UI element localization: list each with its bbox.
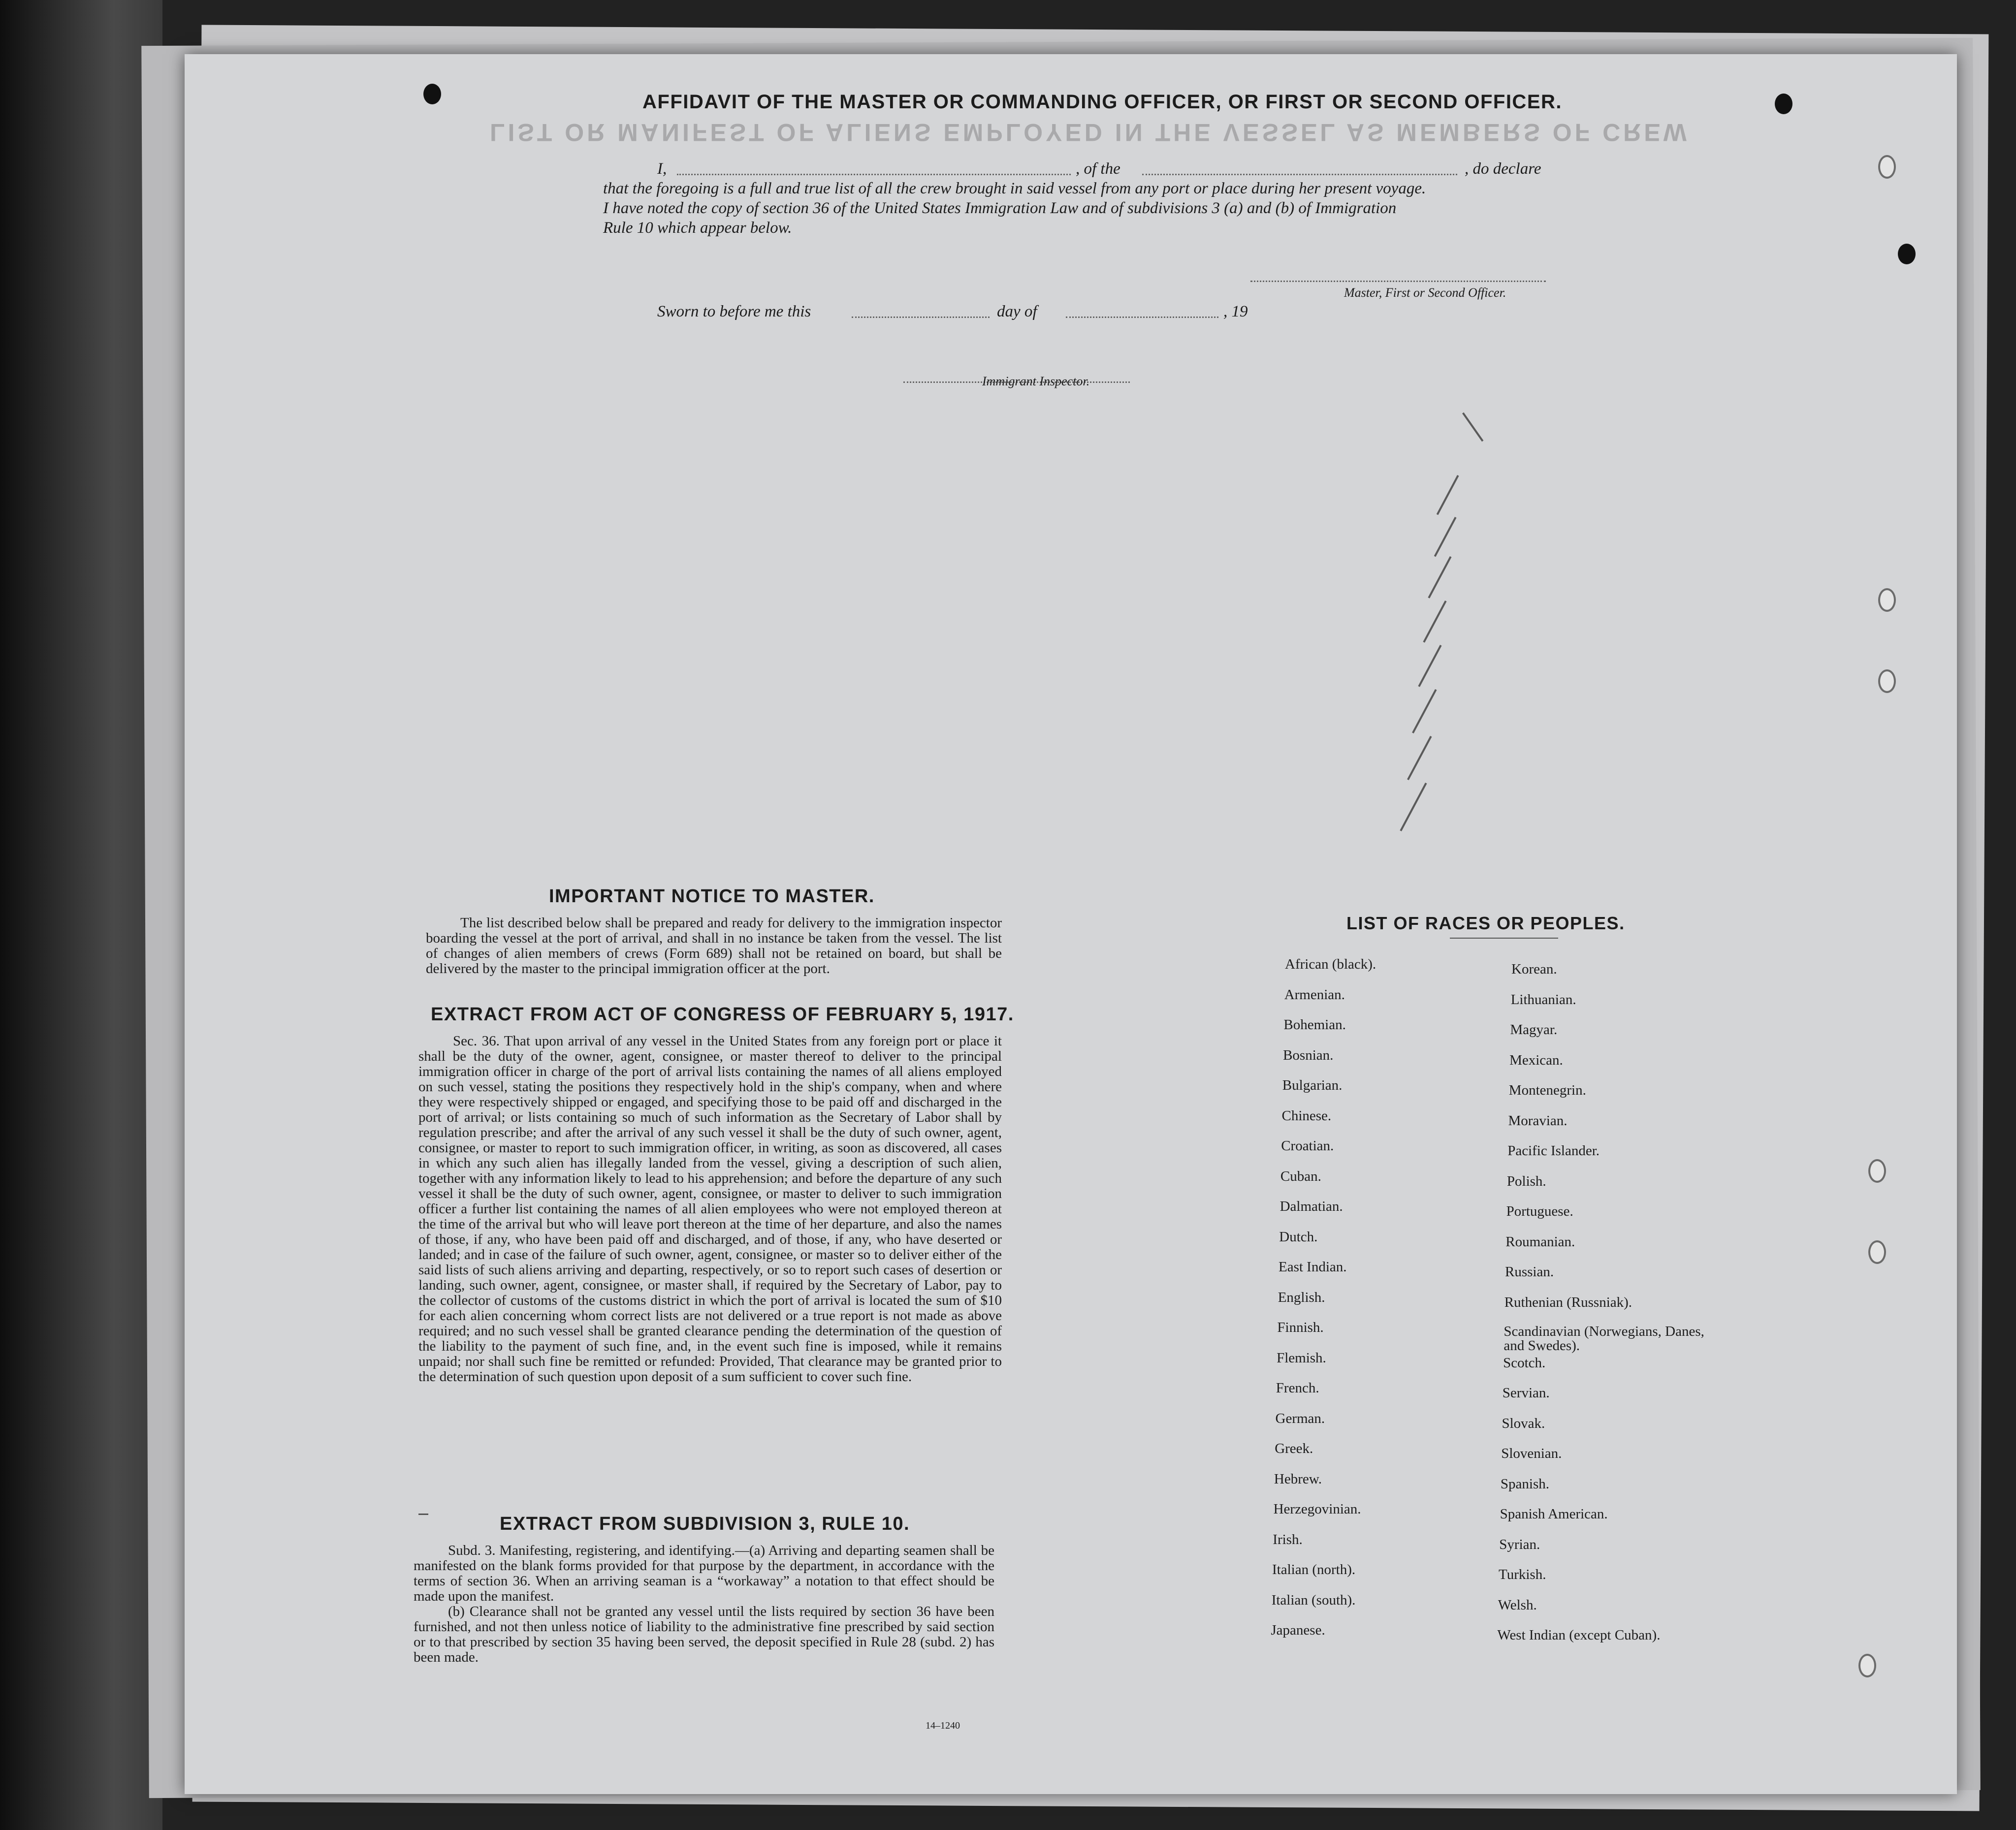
affidavit-title: AFFIDAVIT OF THE MASTER OR COMMANDING OFFICER, OR FIRST OR SECOND OFFICER. (642, 91, 1562, 113)
manifest-page (185, 54, 1957, 1794)
sworn-month-blank (1066, 316, 1218, 318)
handwritten-check-mark (1407, 736, 1432, 780)
dark-background (0, 0, 162, 1830)
master-signature-label: Master, First or Second Officer. (1344, 285, 1506, 300)
race-item: Syrian. (1499, 1536, 1540, 1552)
race-item: Dutch. (1279, 1229, 1318, 1245)
race-item: Italian (south). (1271, 1592, 1356, 1608)
notice-body (426, 915, 1002, 977)
handwritten-check-mark (1434, 517, 1457, 557)
extract-rule-title: EXTRACT FROM SUBDIVISION 3, RULE 10. (500, 1514, 910, 1534)
race-item: Bulgarian. (1282, 1077, 1343, 1093)
race-item: Hebrew. (1274, 1471, 1322, 1487)
handwritten-check-mark (1418, 645, 1441, 687)
notice-text: The list described below shall be prepared and ready for delivery to the immigration inspector boarding the vessel at the port of arrival, and shall in no instance be taken from the vessel. The list of changes of alien members of crews (Form 689) shall not be retained on board, but shall be delivered by the master to the principal immigration officer at the port. (426, 915, 1002, 977)
affidavit-i-label: I, (657, 160, 667, 178)
race-item: Flemish. (1277, 1350, 1326, 1366)
extract-act-body (418, 1034, 1002, 1385)
race-item: Lithuanian. (1510, 991, 1576, 1008)
race-item: Irish. (1273, 1531, 1303, 1547)
handwritten-check-mark (1462, 412, 1483, 442)
punch-hole (1775, 94, 1792, 114)
notice-title: IMPORTANT NOTICE TO MASTER. (549, 886, 875, 907)
race-item: Montenegrin. (1508, 1082, 1586, 1098)
race-item: Turkish. (1499, 1567, 1546, 1582)
sworn-day-blank (852, 316, 990, 318)
race-item: Mexican. (1509, 1052, 1563, 1068)
binder-ring-hole (1868, 1240, 1886, 1264)
handwritten-check-mark (1428, 556, 1451, 599)
race-item: Scandinavian (Norwegians, Danes, and Swedes). (1504, 1324, 1704, 1354)
master-signature-line (1250, 281, 1546, 282)
form-number: 14–1240 (926, 1720, 960, 1731)
inspector-label: Immigrant Inspector. (982, 374, 1090, 388)
race-item: Finnish. (1277, 1320, 1324, 1335)
subdivision-3-a-text: Subd. 3. Manifesting, registering, and identifying.—(a) Arriving and departing seamen shall be manifested on the blank forms provided for that purpose by the department, in accordance with the terms of section 36. When an arriving seaman is a “workaway” a notation to that effect should be made upon the manifest. (414, 1543, 994, 1604)
race-item: West Indian (except Cuban). (1497, 1627, 1661, 1643)
affidavit-line-3: I have noted the copy of section 36 of the United States Immigration Law and of subdivisions 3 (a) and (b) of Immigration (603, 199, 1397, 217)
race-item: Spanish American. (1500, 1506, 1608, 1522)
section-36-text: Sec. 36. That upon arrival of any vessel in the United States from any foreign port or place it shall be the duty of the owner, agent, consignee, or master thereof to deliver to the principal immigration officer in charge of the port of arrival lists containing the names of all aliens employed on such vessel, stating the positions they respectively hold in the ship's company, when and where they were respectively shipped or engaged, and specifying those to be paid off and discharged in the port of arrival; or lists containing so much of such information as the Secretary of Labor shall by regulation prescribe; and after the arrival of any such vessel it shall be the duty of such owner, agent, consignee, or master to report to such immigration officer, in writing, as soon as discovered, all cases in which any such alien has illegally landed from the vessel, giving a description of such alien, together with any information likely to lead to his apprehension; and before the departure of any such vessel it shall be the duty of such owner, agent, consignee, or master to deliver to such immigration officer a further list containing the names of all alien employees who were not employed thereon at the time of the arrival but who will leave port thereon at the time of her departure, and also the names of those, if any, who have been paid off and discharged, and of those, if any, who have deserted or landed; and in case of the failure of such owner, agent, consignee, or master so to deliver either of the said lists of such aliens arriving and departing, respectively, or so to report such cases of desertion or landing, such owner, agent, consignee, or master shall, if required by the Secretary of Labor, pay to the collector of customs of the customs district in which the port of arrival is located the sum of $10 for each alien concerning whom correct lists are not delivered or a true report is not made as above required; and no such vessel shall be granted clearance pending the determination of the question of the liability to the payment of such fine, and, in the event such fine is imposed, while it remains unpaid; nor shall such fine be remitted or refunded: Provided, That clearance may be granted prior to the determination of such question upon deposit of a sum sufficient to cover such fine. (418, 1033, 1002, 1385)
race-item: Servian. (1502, 1385, 1550, 1401)
affidavit-line-2: that the foregoing is a full and true list of all the crew brought in said vessel from any port or place during her present voyage. (603, 180, 1426, 197)
race-item: Cuban. (1280, 1168, 1321, 1184)
race-item: Korean. (1511, 961, 1557, 977)
vessel-name-blank (1142, 174, 1457, 175)
punch-hole (1898, 244, 1916, 264)
master-name-blank (677, 174, 1071, 175)
race-item: Portuguese. (1506, 1203, 1573, 1219)
handwritten-check-mark (1423, 600, 1446, 643)
affidavit-do-declare: , do declare (1465, 160, 1541, 178)
binder-ring-hole (1878, 155, 1896, 179)
race-item: African (black). (1285, 956, 1376, 972)
race-item: Magyar. (1510, 1022, 1558, 1038)
race-item: Pacific Islander. (1507, 1143, 1600, 1159)
race-item: Roumanian. (1505, 1233, 1575, 1250)
race-item: Polish. (1506, 1173, 1546, 1189)
binder-ring-hole (1868, 1159, 1886, 1183)
race-item: Moravian. (1508, 1112, 1568, 1129)
punch-hole (423, 84, 441, 104)
race-item: Ruthenian (Russniak). (1504, 1294, 1632, 1310)
binder-ring-hole (1858, 1654, 1876, 1677)
races-title: LIST OF RACES OR PEOPLES. (1346, 913, 1625, 933)
sworn-label: Sworn to before me this (657, 303, 811, 320)
race-item: East Indian. (1279, 1259, 1347, 1275)
race-item: German. (1275, 1410, 1325, 1426)
dash-mark (418, 1514, 428, 1515)
race-item: Spanish. (1500, 1476, 1549, 1492)
show-through-header: LIST OR MANIFEST OF ALIENS EMPLOYED IN THE VESSEL AS MEMBERS OF CREW (490, 119, 1690, 146)
race-item: Italian (north). (1272, 1562, 1356, 1578)
race-item: Welsh. (1498, 1597, 1537, 1613)
affidavit-line-4: Rule 10 which appear below. (603, 219, 792, 237)
race-item: Bosnian. (1283, 1047, 1334, 1063)
race-item: Bohemian. (1283, 1017, 1346, 1033)
race-item: Armenian. (1284, 986, 1345, 1003)
race-item: Greek. (1275, 1441, 1313, 1456)
race-item: French. (1276, 1380, 1319, 1396)
handwritten-check-mark (1437, 475, 1459, 515)
year-label: , 19 (1223, 303, 1248, 320)
race-item: Russian. (1505, 1264, 1554, 1280)
handwritten-check-mark (1400, 783, 1427, 831)
race-item: Chinese. (1281, 1107, 1332, 1124)
extract-rule-body (414, 1543, 994, 1665)
race-item: Dalmatian. (1280, 1199, 1343, 1214)
race-item: Japanese. (1271, 1622, 1325, 1638)
subdivision-3-b-text: (b) Clearance shall not be granted any vessel until the lists required by section 36 have been furnished, and not then unless notice of liability to the administrative fine prescribed by said section or to that prescribed by section 35 having been served, the deposit specified in Rule 28 (subd. 2) has been made. (414, 1604, 994, 1665)
affidavit-of-the: , of the (1076, 160, 1120, 178)
race-item: Croatian. (1281, 1138, 1334, 1154)
race-item: Slovenian. (1501, 1446, 1562, 1461)
day-of-label: day of (997, 303, 1037, 320)
handwritten-check-mark (1412, 689, 1437, 733)
races-title-rule (1450, 938, 1558, 939)
binder-ring-hole (1878, 669, 1896, 693)
race-item: English. (1278, 1289, 1325, 1305)
race-item: Slovak. (1502, 1415, 1545, 1431)
binder-ring-hole (1878, 588, 1896, 612)
race-item: Scotch. (1503, 1355, 1546, 1371)
race-item: Herzegovinian. (1273, 1501, 1361, 1517)
extract-act-title: EXTRACT FROM ACT OF CONGRESS OF FEBRUARY 5, 1917. (431, 1004, 1014, 1025)
